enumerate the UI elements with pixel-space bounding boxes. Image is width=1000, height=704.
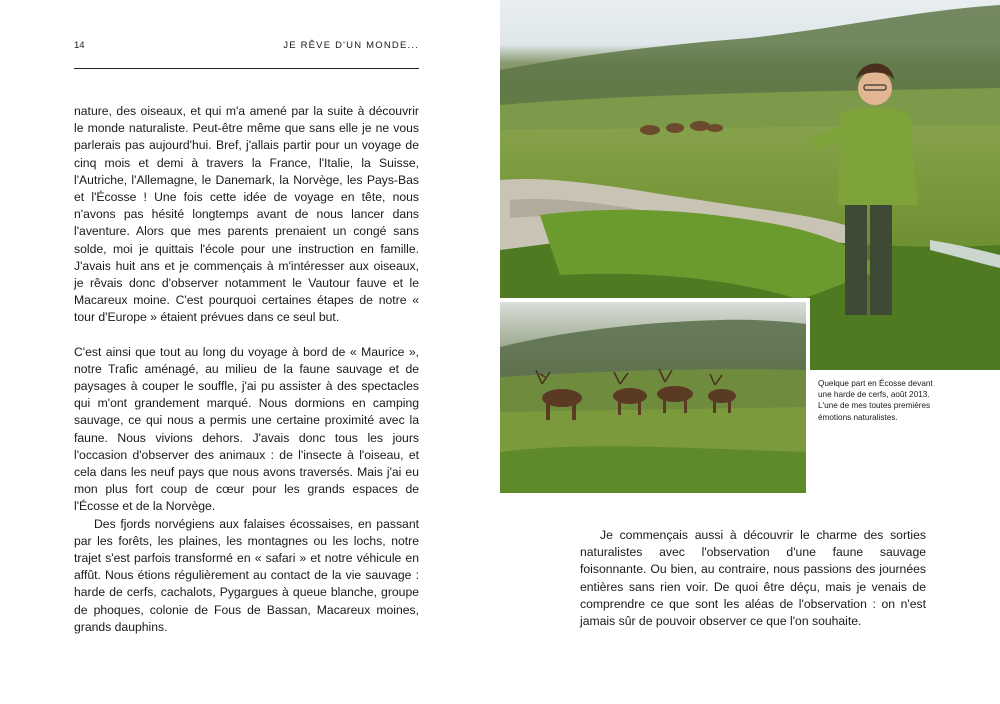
right-body-text: [580, 527, 926, 630]
photo-deer-scene: [500, 302, 806, 493]
page-number: 14: [74, 40, 85, 51]
page-header: [74, 40, 419, 56]
running-title: JE RÊVE D'UN MONDE...: [283, 40, 419, 51]
paragraph-2: C'est ainsi que tout au long du voyage à bord de « Maurice », notre Trafic aménagé, au milieu de la faune sauvage et de paysages à couper le souffle, j'ai pu assister à des spectacles qui m'ont grandement marqué. Nous dormions en camping sauvage, ce qui nous a permis une certaine proximité avec la faune. Nous vivions dehors. J'avais donc tous les jours l'occasion d'observer des animaux : de l'insecte à l'oiseau, et cela dans les neuf pays que nous avons traversés. Mais j'ai eu mon plus fort coup de cœur pour les grands espaces de l'Écosse et de la Norvège.: [74, 344, 419, 514]
paragraph-1: nature, des oiseaux, et qui m'a amené par la suite à découvrir le monde naturaliste. Peut-être même que sans elle je ne vous parlerais pas aujourd'hui. Bref, j'allais partir pour un voyage de cinq mois et demi à travers la France, l'Italie, la Suisse, l'Autriche, l'Allemagne, le Danemark, la Norvège, les Pays-Bas et l'Écosse ! Une fois cette idée de voyage en tête, nous n'avons pas hésité longtemps avant de nous lancer dans l'aventure. Alors que mes parents prenaient un congé sans solde, moi je quittais l'école pour une instruction en famille. J'avais huit ans et je commençais à m'intéresser aux oiseaux, je rêvais donc d'observer notamment le Vautour fauve et le Macareux moine. C'est pourquoi certaines étapes de notre « tour d'Europe » étaient prévues dans ce seul but.: [74, 104, 419, 325]
photo-caption: Quelque part en Écosse devant une harde de cerfs, août 2013. L'une de mes toutes premières émotions naturalistes.: [818, 379, 933, 422]
left-body-text: [74, 103, 419, 636]
header-divider: [74, 68, 419, 69]
right-page: [500, 0, 1000, 704]
photo-deer-herd: [500, 298, 810, 493]
paragraph-3: Des fjords norvégiens aux falaises écossaises, en passant par les forêts, les plaines, les montagnes ou les lochs, notre trajet s'est parfois transformé en « safari » et notre véhicule en affût. Nous étions régulièrement au contact de la vie sauvage : harde de cerfs, cachalots, Pygargues à queue blanche, groupe de phoques, colonie de Fous de Bassan, Macareux moines, grands dauphins.: [74, 516, 419, 634]
right-paragraph: Je commençais aussi à découvrir le charme des sorties naturalistes avec l'observation d'une faune sauvage foisonnante. Ou bien, au contraire, nous passions des journées entières sans rien voir. De quoi être déçu, mais je venais de comprendre ce que sont les aléas de l'observation : on n'est jamais sûr de pouvoir observer ce que l'on souhaite.: [580, 528, 926, 629]
